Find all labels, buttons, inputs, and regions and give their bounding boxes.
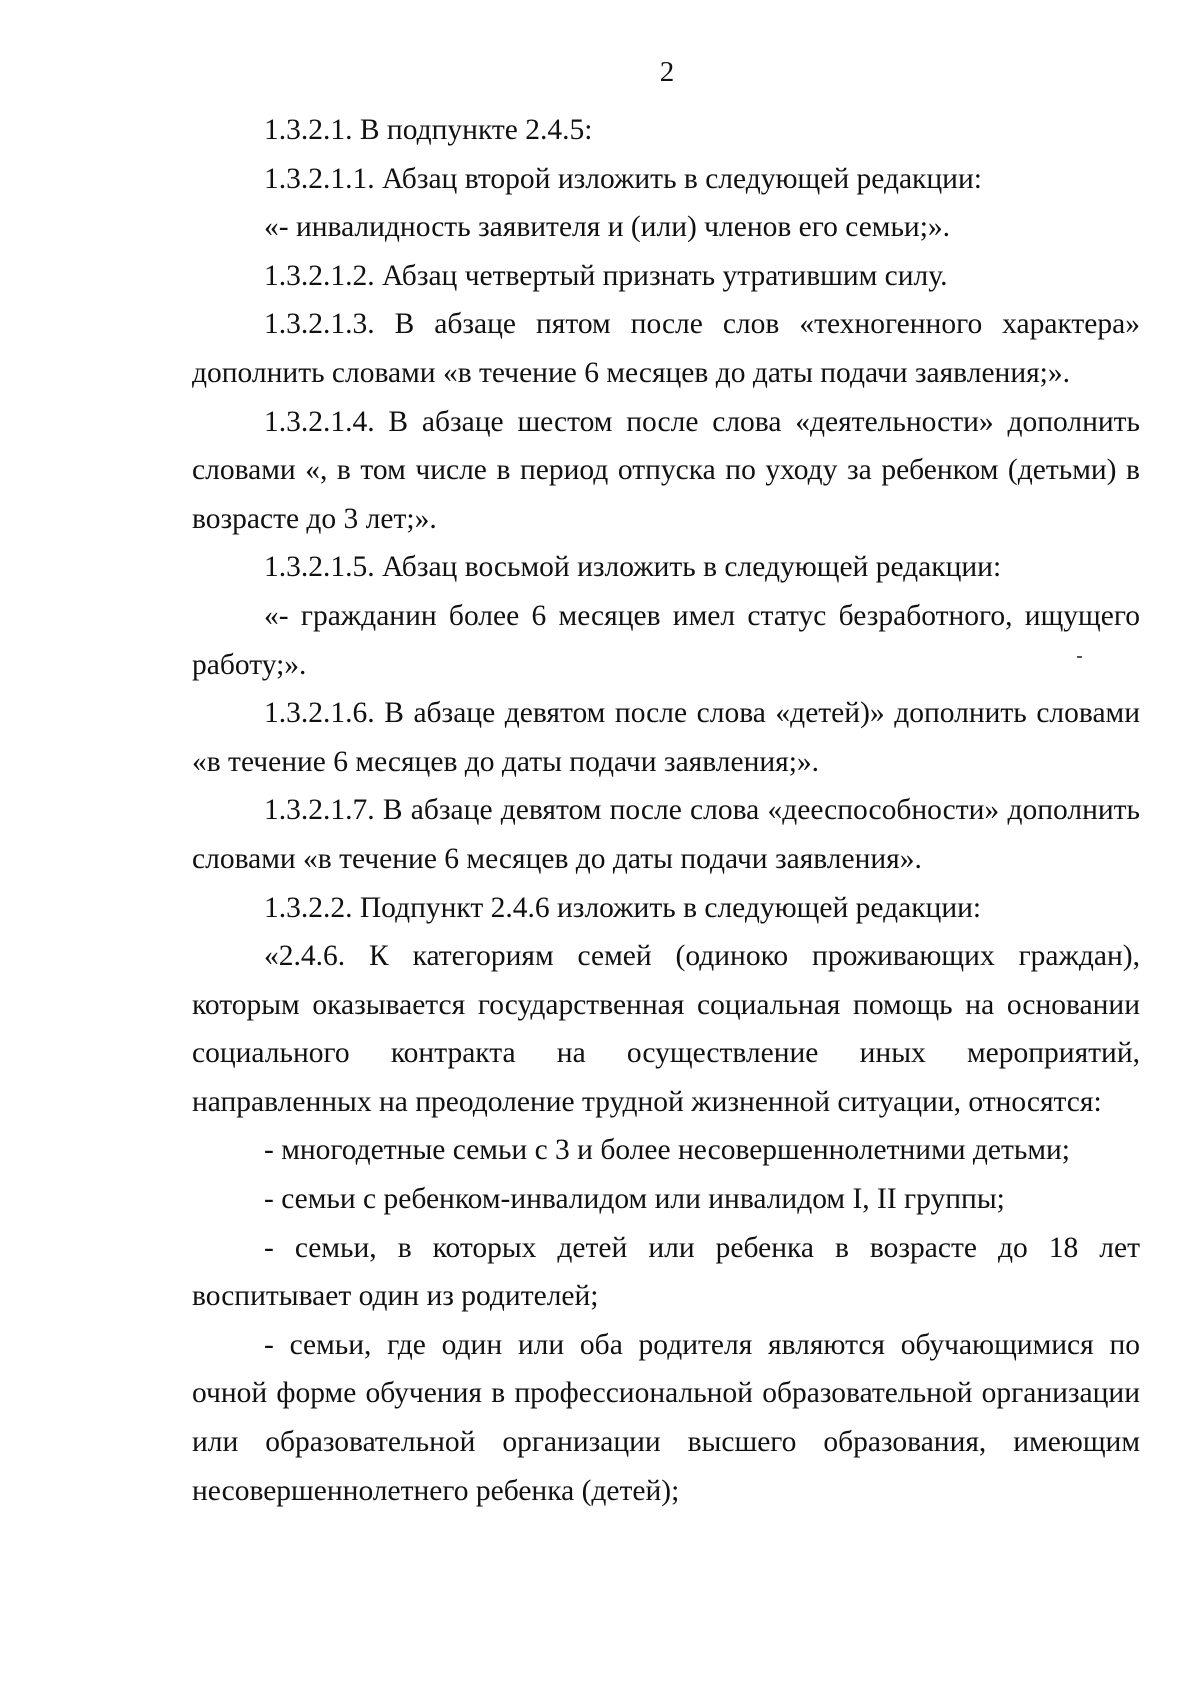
paragraph-1-3-2-1-4: 1.3.2.1.4. В абзаце шестом после слова «деятельности» дополнить словами «, в том числе в период отпуска по уходу за ребенком (детьми) в возрасте до 3 лет;». [192,405,1140,535]
paragraph-quote-unemployed: «- гражданин более 6 месяцев имел статус безработного, ищущего работу;». [192,599,1140,681]
paragraph-1-3-2-1-7: 1.3.2.1.7. В абзаце девятом после слова «дееспособности» дополнить словами «в течение 6 месяцев до даты подачи заявления». [192,794,1140,875]
paragraph-quote-disability: «- инвалидность заявителя и (или) членов его семьи;». [264,211,951,244]
paragraph-2-4-6: «2.4.6. К категориям семей (одиноко проживающих граждан), которым оказывается государственная социальная помощь на основании социального контракта на осуществление иных мероприятий, направленных на преодоление трудной жизненной ситуации, относятся: [192,940,1140,1118]
document-body [192,106,1140,1515]
paragraph-1-3-2-1: 1.3.2.1. В подпункте 2.4.5: [264,114,593,146]
paragraph-1-3-2-1-6: 1.3.2.1.6. В абзаце девятом после слова «детей)» дополнить словами «в течение 6 месяцев до даты подачи заявления;». [192,697,1140,778]
paragraph-1-3-2-1-5: 1.3.2.1.5. Абзац восьмой изложить в следующей редакции: [264,551,1002,584]
paragraph-1-3-2-2: 1.3.2.2. Подпункт 2.4.6 изложить в следующей редакции: [264,891,982,924]
scan-artifact [1077,656,1082,658]
list-item-disabled-child: - семьи с ребенком-инвалидом или инвалидом I, II группы; [264,1183,1005,1216]
list-item-student-parents: - семьи, где один или оба родителя являются обучающимися по очной форме обучения в профессиональной образовательной организации или образовательной организации высшего образования, имеющим несовершеннолетнего ребенка (детей); [192,1328,1140,1507]
paragraph-1-3-2-1-2: 1.3.2.1.2. Абзац четвертый признать утратившим силу. [264,259,948,292]
paragraph-1-3-2-1-1: 1.3.2.1.1. Абзац второй изложить в следующей редакции: [264,162,982,195]
paragraph-1-3-2-1-3: 1.3.2.1.3. В абзаце пятом после слов «техногенного характера» дополнить словами «в течение 6 месяцев до даты подачи заявления;». [192,308,1140,389]
list-item-large-families: - многодетные семьи с 3 и более несовершеннолетними детьми; [264,1134,1070,1167]
page-number: 2 [659,56,675,88]
list-item-single-parent: - семьи, в которых детей или ребенка в возрасте до 18 лет воспитывает один из родителей; [192,1231,1140,1313]
